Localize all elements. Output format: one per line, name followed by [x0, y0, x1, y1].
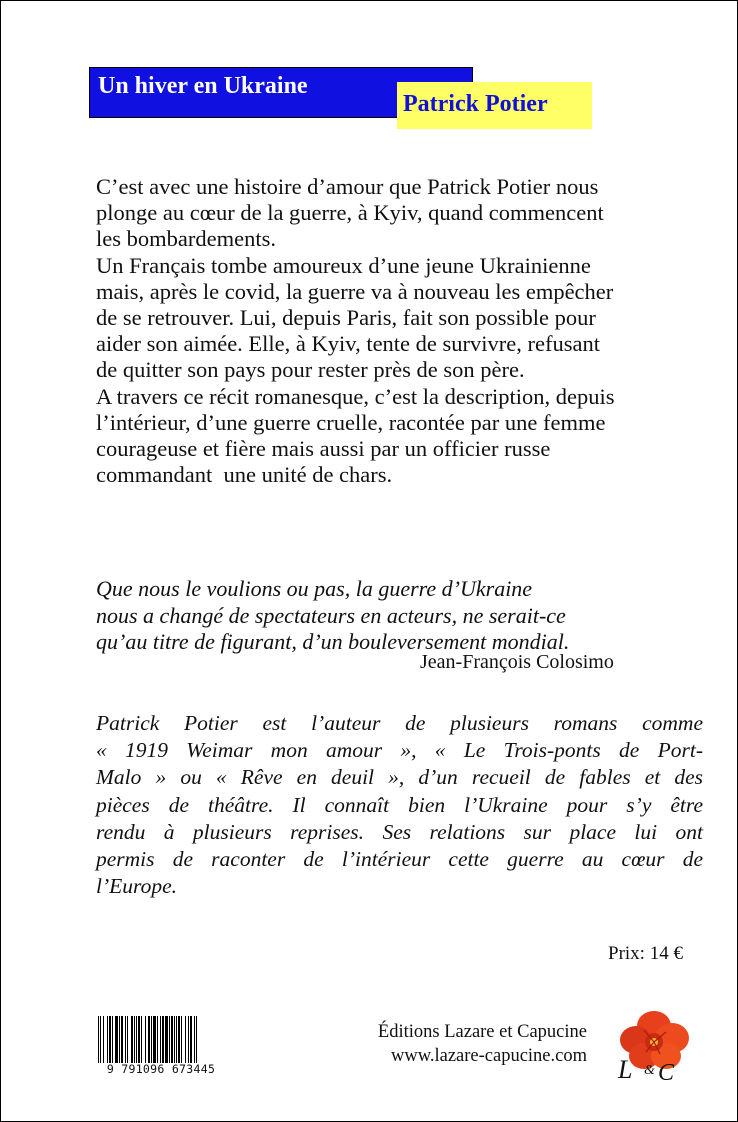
barcode-bar — [100, 1016, 101, 1063]
quote-line: Que nous le voulions ou pas, la guerre d’Ukraine — [96, 576, 533, 601]
bio-line: rendu à plusieurs reprises. Ses relations sur place lui ont — [96, 819, 703, 844]
svg-text:L: L — [618, 1055, 633, 1084]
barcode-bar — [185, 1016, 186, 1063]
barcode-bar — [162, 1016, 164, 1063]
barcode-bar — [141, 1016, 142, 1063]
synopsis-line: de se retrouver. Lui, depuis Paris, fait son possible pour — [96, 305, 596, 331]
publisher-website: www.lazare-capucine.com — [390, 1046, 587, 1066]
quote-line: nous a changé de spectateurs en acteurs, ne serait-ce — [96, 602, 566, 628]
barcode-bar — [107, 1016, 108, 1063]
author-name: Patrick Potier — [403, 91, 548, 117]
synopsis-line: C’est avec une histoire d’amour que Patrick Potier nous — [96, 174, 599, 199]
svg-text:&: & — [644, 1063, 655, 1078]
bio-line: Malo » ou « Rêve en deuil », d’un recueil de fables et des — [96, 765, 703, 790]
barcode-bar — [131, 1016, 133, 1063]
author-bio — [96, 710, 703, 900]
barcode-bar — [98, 1016, 99, 1063]
barcode-bar — [121, 1016, 123, 1063]
publisher-name: Éditions Lazare et Capucine — [377, 1022, 587, 1042]
book-title: Un hiver en Ukraine — [98, 73, 308, 99]
barcode-bar — [190, 1016, 192, 1063]
barcode-bar — [134, 1016, 135, 1063]
barcode-bar — [153, 1016, 156, 1063]
synopsis-line: A travers ce récit romanesque, c’est la description, depuis — [96, 383, 615, 409]
nasturtium-flower-icon — [614, 1008, 694, 1084]
synopsis-text — [96, 174, 696, 488]
synopsis-line: les bombardements. — [96, 226, 276, 252]
barcode-bar — [136, 1016, 137, 1063]
barcode-bar — [138, 1016, 140, 1063]
quote-attribution: Jean-François Colosimo — [420, 651, 614, 673]
synopsis-line: de quitter son pays pour rester près de son père. — [96, 357, 525, 383]
bio-line: Patrick Potier est l’auteur de plusieurs romans comme — [96, 711, 703, 735]
barcode-bar — [174, 1016, 175, 1063]
bio-line: pièces de théâtre. Il connaît bien l’Ukraine pour s’y être — [96, 792, 703, 817]
barcode-bar — [119, 1016, 120, 1063]
synopsis-line: Un Français tombe amoureux d’une jeune Ukrainienne — [96, 252, 591, 278]
barcode-bar — [165, 1016, 168, 1063]
barcode-bar — [127, 1016, 128, 1063]
barcode-bar — [151, 1016, 152, 1063]
barcode-bar — [171, 1016, 173, 1063]
synopsis-line: mais, après le covid, la guerre va à nouveau les empêcher — [96, 278, 614, 304]
barcode-bar — [148, 1016, 150, 1063]
barcode-bar — [169, 1016, 170, 1063]
barcode-bar — [160, 1016, 161, 1063]
barcode-bar — [194, 1016, 195, 1063]
synopsis-line: aider son aimée. Elle, à Kyiv, tente de survivre, refusant — [96, 331, 600, 357]
barcode-bar — [178, 1016, 180, 1063]
quote-line: qu’au titre de figurant, d’un bouleversement mondial. — [96, 629, 570, 654]
author-banner — [397, 82, 592, 129]
synopsis-line: courageuse et fière mais aussi par un officier russe — [96, 436, 551, 462]
barcode-bar — [157, 1016, 158, 1063]
barcode-bar — [112, 1016, 113, 1063]
publisher-block — [345, 1020, 587, 1068]
barcode-bar — [115, 1016, 118, 1063]
barcode-bar — [176, 1016, 177, 1063]
isbn-barcode — [96, 1016, 226, 1076]
barcode-bar — [181, 1016, 182, 1063]
synopsis-line: commandant une unité de chars. — [96, 462, 393, 488]
barcode-bar — [103, 1016, 104, 1063]
barcode-bar — [188, 1016, 189, 1063]
barcode-bar — [125, 1016, 126, 1063]
isbn-number: 9 791096 673445 — [106, 1062, 216, 1076]
synopsis-line: plonge au cœur de la guerre, à Kyiv, quand commencent — [96, 200, 604, 226]
price-label: Prix: 14 € — [608, 943, 683, 964]
barcode-bar — [196, 1016, 197, 1063]
bio-line: « 1919 Weimar mon amour », « Le Trois-ponts de Port- — [96, 738, 703, 763]
svg-text:C: C — [658, 1060, 675, 1084]
barcode-bars — [96, 1016, 226, 1063]
bio-line: permis de raconter de l’intérieur cette guerre au cœur de — [96, 847, 703, 872]
barcode-bar — [109, 1016, 111, 1063]
synopsis-line: l’intérieur, d’une guerre cruelle, racontée par une femme — [96, 409, 606, 435]
barcode-bar — [145, 1016, 146, 1063]
bio-line: l’Europe. — [96, 874, 178, 899]
epigraph-quote — [96, 576, 696, 656]
